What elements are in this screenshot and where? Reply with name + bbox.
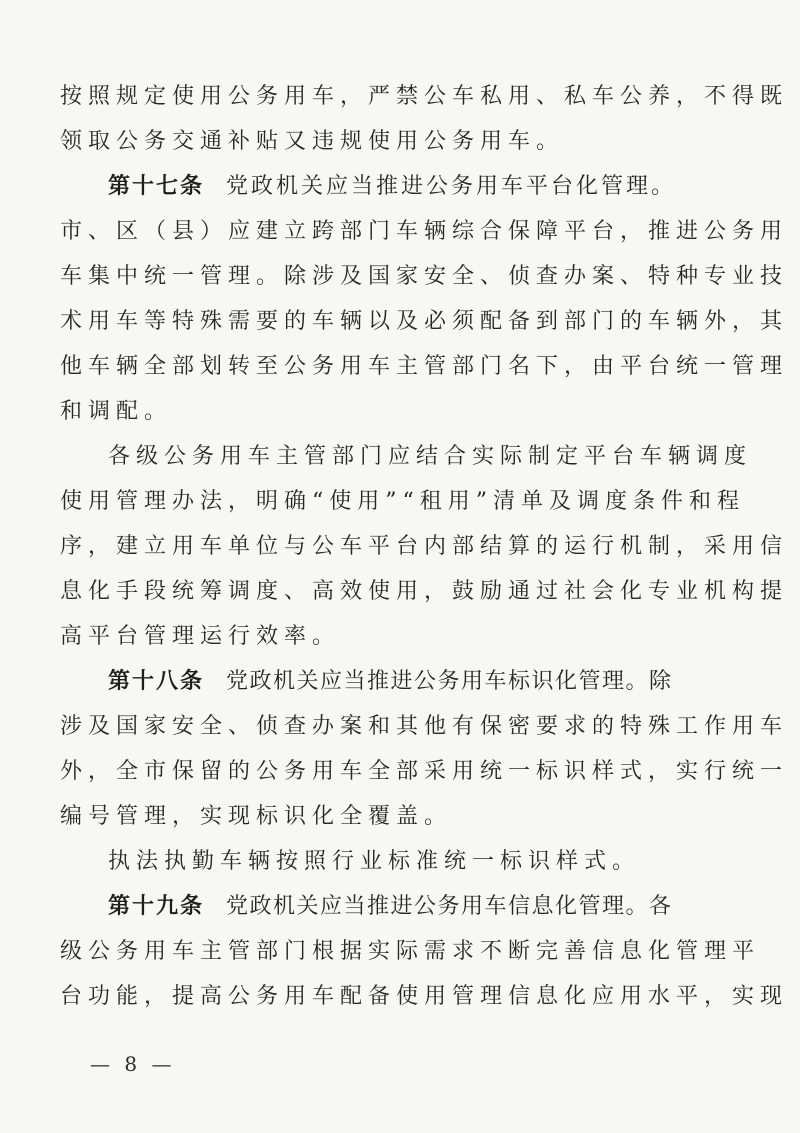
text-line: 他车辆全部划转至公务用车主管部门名下，由平台统一管理 — [60, 354, 789, 379]
article-18-heading-line — [60, 659, 760, 704]
text-line: 党政机关应当推进公务用车标识化管理。除 — [226, 669, 673, 694]
article-17-heading: 第十七条 — [108, 174, 205, 199]
page-number: — 8 — — [90, 1052, 176, 1076]
text-line: 台功能，提高公务用车配备使用管理信息化应用水平，实现 — [60, 984, 789, 1009]
text-line: 党政机关应当推进公务用车平台化管理。 — [226, 174, 677, 199]
text-line: 编号管理，实现标识化全覆盖。 — [60, 804, 453, 829]
article-17-heading-line — [60, 164, 760, 209]
document-body — [60, 74, 789, 1019]
text-line: 领取公务交通补贴又违规使用公务用车。 — [60, 129, 565, 154]
article-19-heading-line — [60, 884, 760, 929]
text-line: 和调配。 — [60, 399, 173, 424]
text-line: 术用车等特殊需要的车辆以及必须配备到部门的车辆外，其 — [60, 309, 789, 334]
text-line: 市、区（县）应建立跨部门车辆综合保障平台，推进公务用 — [60, 219, 789, 244]
text-line: 使用管理办法，明确“使用”“租用”清单及调度条件和程 — [60, 489, 745, 514]
text-line: 序，建立用车单位与公车平台内部结算的运行机制，采用信 — [60, 534, 789, 559]
article-18-heading: 第十八条 — [108, 669, 205, 694]
text-line: 级公务用车主管部门根据实际需求不断完善信息化管理平 — [60, 939, 761, 964]
text-line: 党政机关应当推进公务用车信息化管理。各 — [226, 894, 673, 919]
article-19-heading: 第十九条 — [108, 894, 205, 919]
text-line: 息化手段统筹调度、高效使用，鼓励通过社会化专业机构提 — [60, 579, 789, 604]
text-line: 外，全市保留的公务用车全部采用统一标识样式，实行统一 — [60, 759, 789, 784]
text-line: 车集中统一管理。除涉及国家安全、侦查办案、特种专业技 — [60, 264, 789, 289]
text-line: 执法执勤车辆按照行业标准统一标识样式。 — [108, 849, 641, 874]
text-line: 高平台管理运行效率。 — [60, 624, 341, 649]
text-line: 按照规定使用公务用车，严禁公车私用、私车公养，不得既 — [60, 84, 789, 109]
text-line: 涉及国家安全、侦查办案和其他有保密要求的特殊工作用车 — [60, 714, 789, 739]
text-line: 各级公务用车主管部门应结合实际制定平台车辆调度 — [108, 444, 753, 469]
